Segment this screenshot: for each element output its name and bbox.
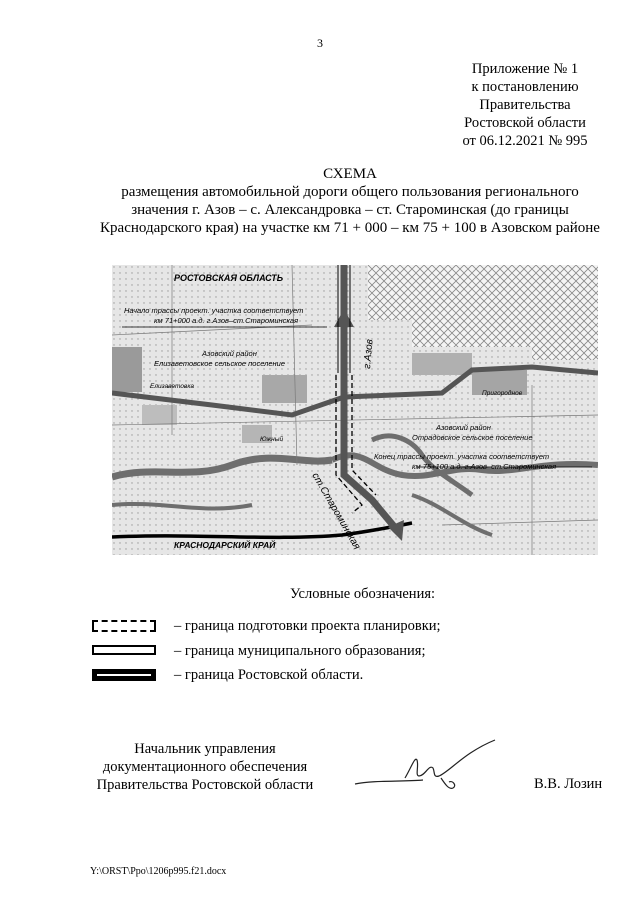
road-scheme-map — [112, 265, 598, 555]
direction-south-label: ст.Староминская — [309, 471, 363, 552]
signatory-line: Начальник управления — [134, 741, 276, 757]
direction-north-label: г.Азов — [362, 338, 376, 370]
signatory-title — [90, 740, 320, 794]
appendix-header — [430, 60, 620, 150]
appendix-line: Правительства — [479, 97, 571, 113]
signatory-line: документационного обеспечения — [102, 759, 308, 775]
region-north-label: РОСТОВСКАЯ ОБЛАСТЬ — [174, 273, 284, 283]
handwritten-signature — [345, 732, 505, 802]
title-line: значения г. Азов – с. Александровка – ст. Староминская (до границы — [131, 202, 569, 218]
title-line: размещения автомобильной дороги общего пользования регионального — [121, 184, 579, 200]
district-east-label: Отрадовское сельское поселение — [412, 433, 533, 442]
district-west-label: Елизаветовское сельское поселение — [154, 359, 286, 368]
dashed-line-sample — [92, 620, 156, 632]
title-heading: СХЕМА — [323, 166, 377, 182]
legend-title: Условные обозначения: — [290, 586, 436, 602]
district-west-label: Азовский район — [202, 349, 257, 358]
end-note-label: км 75+100 а.д. г.Азов–ст.Староминская — [412, 462, 557, 471]
village-label: Пригородное — [482, 390, 523, 397]
legend-label: – граница Ростовской области. — [174, 667, 364, 683]
district-east-label: Азовский район — [436, 423, 491, 432]
appendix-line: Приложение № 1 — [471, 61, 579, 77]
end-note-label: Конец трассы проект. участка соответствует — [374, 452, 550, 461]
double-line-sample — [92, 645, 156, 655]
page-number: 3 — [317, 36, 323, 50]
scheme-title — [60, 165, 640, 237]
start-note-label: км 71+000 а.д. г.Азов–ст.Староминская — [154, 316, 299, 325]
start-note-label: Начало трассы проект. участка соответствует — [124, 306, 304, 315]
legend-label: – граница подготовки проекта планировки; — [174, 618, 441, 634]
appendix-line: от 06.12.2021 № 995 — [462, 133, 588, 149]
appendix-line: Ростовской области — [464, 115, 586, 131]
region-south-label: КРАСНОДАРСКИЙ КРАЙ — [174, 540, 276, 550]
village-label: Елизаветовка — [150, 383, 195, 390]
village-label: Южный — [260, 436, 284, 443]
legend-label: – граница муниципального образования; — [174, 643, 426, 659]
signer-name: В.В. Лозин — [534, 776, 603, 792]
signatory-line: Правительства Ростовской области — [96, 777, 314, 793]
thick-line-sample — [92, 669, 156, 681]
title-line: Краснодарского края) на участке км 71 + 000 – км 75 + 100 в Азовском районе — [100, 220, 600, 236]
appendix-line: к постановлению — [471, 79, 579, 95]
file-path: Y:\ORST\Ppo\1206p995.f21.docx — [90, 866, 227, 877]
